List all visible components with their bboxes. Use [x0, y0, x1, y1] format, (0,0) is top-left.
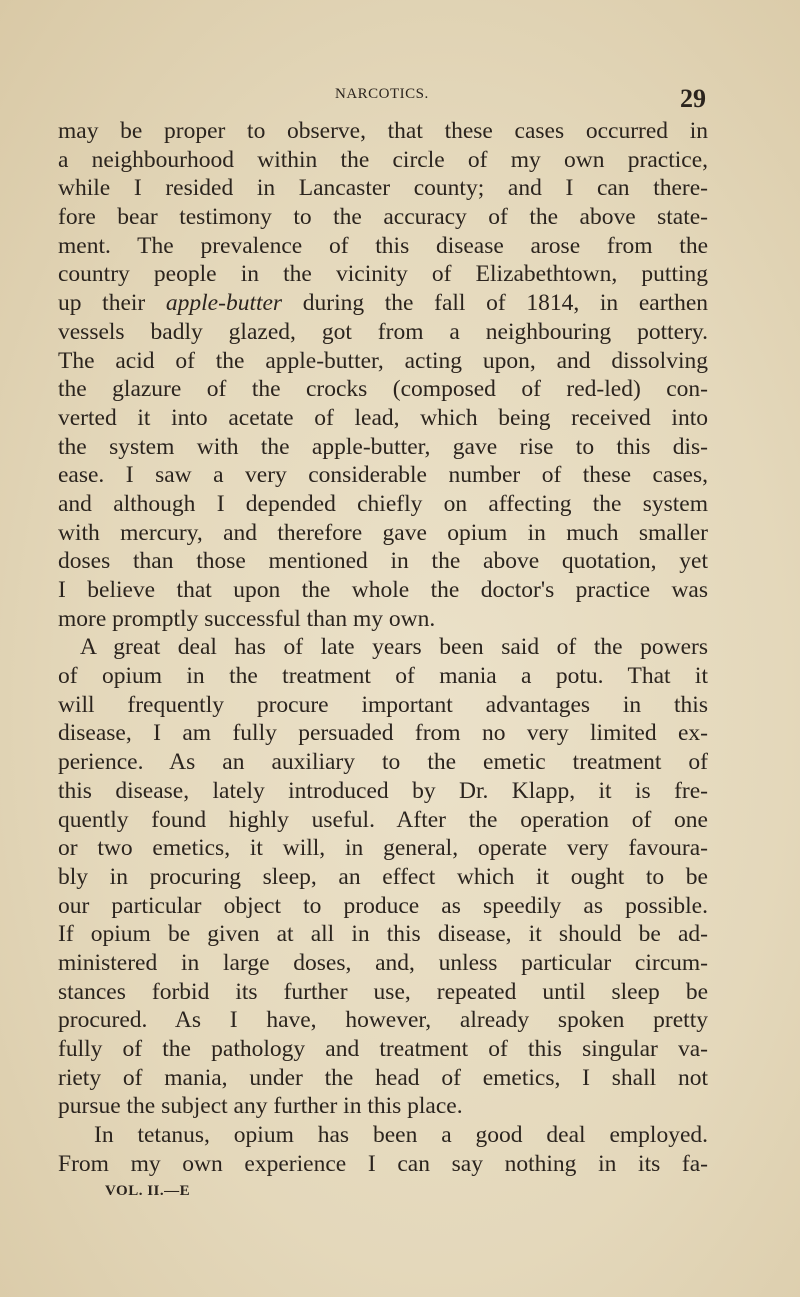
- text-line: ease. I saw a very considerable number of these cases,: [58, 462, 708, 489]
- text-line: doses than those mentioned in the above quotation, yet: [58, 548, 708, 575]
- text-segment: up their: [58, 290, 146, 317]
- page-number: 29: [680, 84, 706, 113]
- text-line: In tetanus, opium has been a good deal employed.: [94, 1122, 708, 1149]
- text-line: the system with the apple-butter, gave rise to this dis-: [58, 433, 708, 460]
- text-line: I believe that upon the whole the doctor's practice was: [58, 577, 708, 603]
- text-line: bly in procuring sleep, an effect which it ought to be: [58, 863, 708, 890]
- text-line: country people in the vicinity of Elizabethtown, putting: [58, 261, 708, 288]
- text-line: A great deal has of late years been said of the powers: [80, 634, 708, 661]
- text-line: fully of the pathology and treatment of this singular va-: [58, 1036, 708, 1062]
- text-line: ment. The prevalence of this disease arose from the: [58, 232, 708, 259]
- text-line: ministered in large doses, and, unless particular circum-: [58, 949, 708, 976]
- text-line: quently found highly useful. After the operation of one: [58, 806, 708, 833]
- text-segment: during the fall of 1814, in earthen: [302, 290, 708, 317]
- text-line: pursue the subject any further in this place.: [58, 1093, 463, 1120]
- text-line: while I resided in Lancaster county; and I can there-: [58, 175, 708, 202]
- text-line: our particular object to produce as speedily as possible.: [58, 892, 708, 919]
- text-line: more promptly successful than my own.: [58, 605, 436, 632]
- running-title: NARCOTICS.: [335, 86, 429, 102]
- text-line: a neighbourhood within the circle of my own practice,: [58, 146, 708, 173]
- text-line: If opium be given at all in this disease, it should be ad-: [58, 921, 708, 948]
- text-line: and although I depended chiefly on affecting the system: [58, 490, 708, 517]
- text-line: with mercury, and therefore gave opium in much smaller: [58, 519, 708, 546]
- text-line: may be proper to observe, that these cases occurred in: [58, 118, 708, 144]
- text-line: [58, 289, 708, 318]
- text-line: disease, I am fully persuaded from no very limited ex-: [58, 720, 708, 747]
- text-line: verted it into acetate of lead, which being received into: [58, 404, 708, 431]
- text-line: From my own experience I can say nothing in its fa-: [58, 1150, 708, 1177]
- text-line: stances forbid its further use, repeated until sleep be: [58, 978, 708, 1005]
- text-line: this disease, lately introduced by Dr. Klapp, it is fre-: [58, 777, 708, 804]
- text-line: perience. As an auxiliary to the emetic treatment of: [58, 749, 708, 776]
- signature-mark: VOL. II.—E: [105, 1183, 191, 1199]
- text-line: riety of mania, under the head of emetics, I shall not: [58, 1064, 708, 1091]
- text-line: vessels badly glazed, got from a neighbouring pottery.: [58, 318, 708, 345]
- text-line: or two emetics, it will, in general, operate very favoura-: [58, 835, 708, 862]
- text-line: the glazure of the crocks (composed of red-led) con-: [58, 376, 708, 403]
- text-line: fore bear testimony to the accuracy of the above state-: [58, 204, 708, 231]
- body-text: [58, 117, 708, 1178]
- text-line: procured. As I have, however, already spoken pretty: [58, 1007, 708, 1034]
- text-line: The acid of the apple-butter, acting upon, and dissolving: [58, 347, 708, 374]
- text-line: will frequently procure important advantages in this: [58, 691, 708, 718]
- italic-term: apple-butter: [165, 290, 283, 317]
- text-line: of opium in the treatment of mania a potu. That it: [58, 663, 708, 690]
